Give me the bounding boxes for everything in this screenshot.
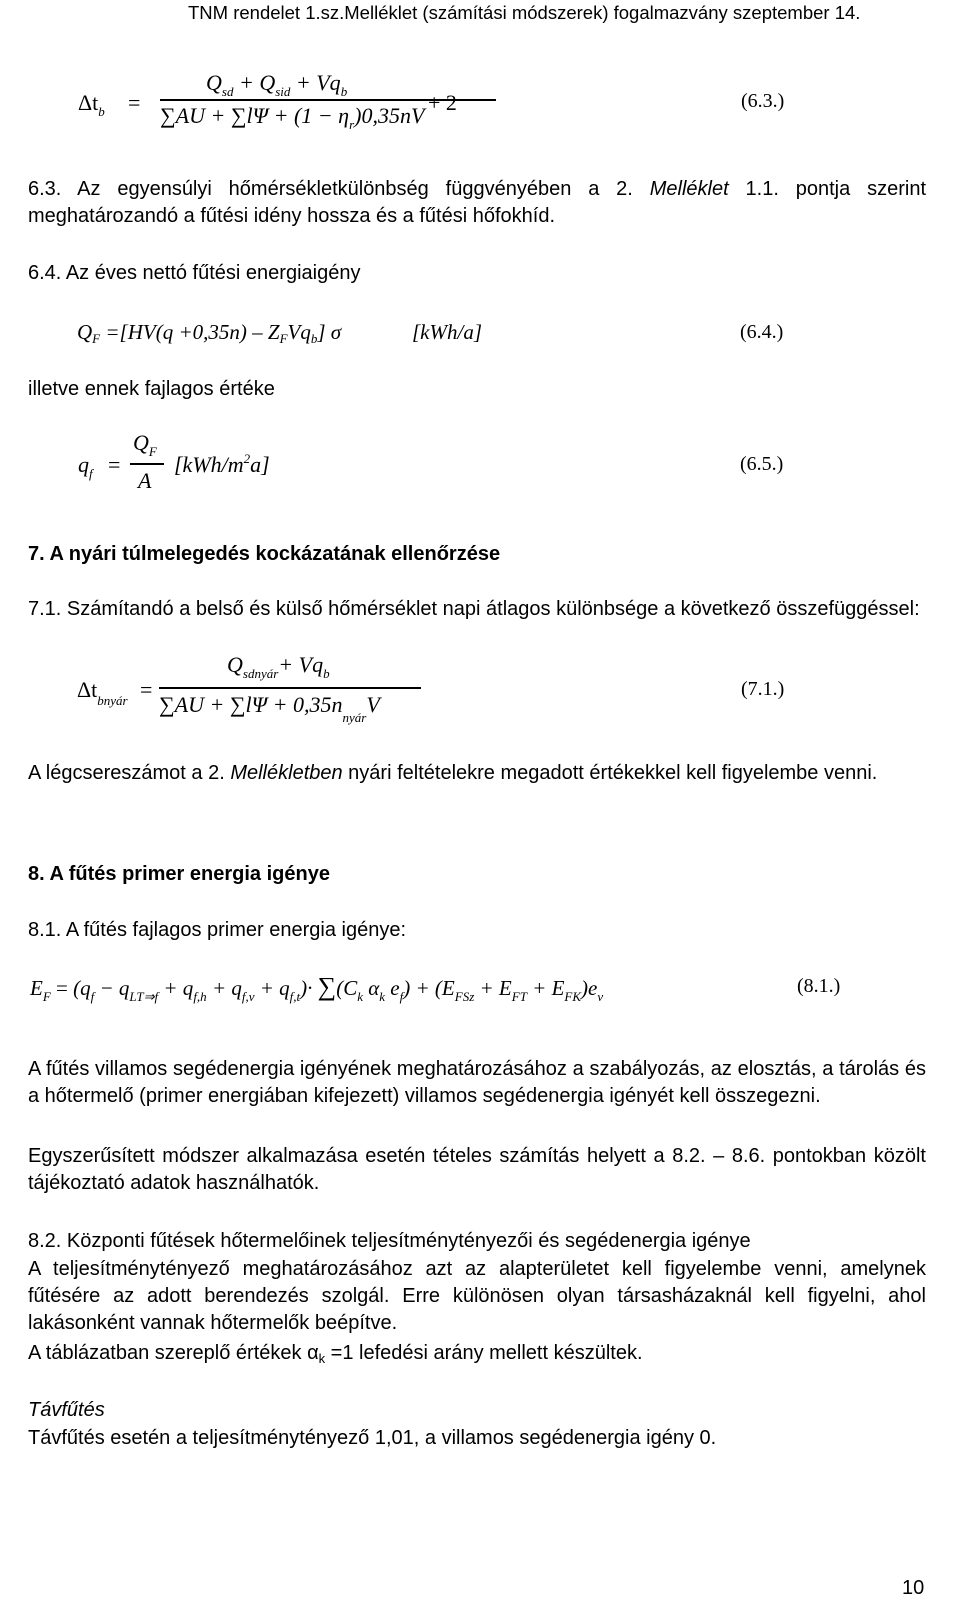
paragraph-8-2-title: 8.2. Központi fűtések hőtermelőinek teljesítménytényezői és segédenergia igénye — [28, 1230, 751, 1252]
paragraph-tavfutes: Távfűtés esetén a teljesítménytényező 1,01, a villamos segédenergia igény 0. — [28, 1427, 717, 1449]
unit-6-4: [kWh/a] — [412, 320, 482, 344]
fraction-bar — [130, 463, 164, 465]
paragraph-8-2-body: A teljesítménytényező meghatározásához azt az alapterületet kell figyelembe venni, amelynek fűtésére az adott berendezés szolgál. Erre különösen olyan társasházaknál kell figyelni, ahol lakásonként vannak hőtermelők beépítve. — [28, 1258, 926, 1334]
paragraph-villamos: A fűtés villamos segédenergia igényének meghatározásához a szabályozás, az elosztás, a tárolás és a hőtermelő (primer energiában kifejezett) villamos segédenergia igényét kell összegezni. — [28, 1058, 926, 1107]
paragraph-egyszerusitett: Egyszerűsített módszer alkalmazása esetén tételes számítás helyett a 8.2. – 8.6. pontokban közölt tájékoztató adatok használhatók. — [28, 1145, 926, 1194]
equation-6-3: $\Delta t_b$ = $Q_{sd} + Q_{sid} + Vq_b$ $\sum AU + \sum l\Psi + (1 - \eta_r)0,35nV$ + 2 (6.3.) — [78, 70, 785, 132]
equation-6-4: QF =[HV(q +0,35n) – ZFVqb] σ — [77, 320, 342, 346]
equation-number-8-1: (8.1.) — [797, 975, 841, 997]
page-number: 10 — [902, 1577, 925, 1599]
heading-7: 7. A nyári túlmelegedés kockázatának ellenőrzése — [28, 543, 501, 565]
equation-7-1: $\Delta t_{bnyár}$ = $Q_{sdnyár}+ Vq_b$ $\sum AU + \sum l\Psi + 0,35n_{nyár}V$ (7.1.) — [77, 652, 785, 725]
equation-6-5: $q_f$ = $Q_F$ A $[kWh/m^2a]$ (6.5.) — [78, 430, 784, 493]
paragraph-illetve: illetve ennek fajlagos értéke — [28, 378, 275, 400]
paragraph-alpha: A táblázatban szereplő értékek $\alpha_k =1$ lefedési arány mellett készültek. — [28, 1342, 643, 1366]
paragraph-6-3: 6.3. Az egyensúlyi hőmérsékletkülönbség függvényében a 2. Melléklet 1.1. pontja szerint meghatározandó a fűtési idény hossza és a fűtési hőfokhíd. — [28, 178, 927, 227]
paragraph-8-1: 8.1. A fűtés fajlagos primer energia igénye: — [28, 919, 407, 941]
heading-tavfutes: Távfűtés — [28, 1399, 105, 1421]
equation-number-6-4: (6.4.) — [740, 321, 784, 343]
fraction-bar — [159, 687, 421, 689]
paragraph-7-1: 7.1. Számítandó a belső és külső hőmérséklet napi átlagos különbsége a következő összefüggéssel: — [28, 598, 920, 620]
paragraph-legcsere: A légcsereszámot a 2. Mellékletben nyári feltételekre megadott értékekkel kell figyelembe venni. — [28, 762, 878, 784]
paragraph-6-4: 6.4. Az éves nettó fűtési energiaigény — [28, 262, 361, 284]
page-header: TNM rendelet 1.sz.Melléklet (számítási módszerek) fogalmazvány szeptember 14. — [188, 2, 861, 23]
heading-8: 8. A fűtés primer energia igénye — [28, 863, 330, 885]
equation-8-1: $E_F = (q_f - q_{LT\Rightarrow f} + q_{f,h} + q_{f,v} + q_{f,t})\cdot \sum(C_k$ $\alpha_k$ $e_f) + (E_{FSz} + E_{FT} + E_{FK})e_v$ — [30, 972, 604, 1004]
